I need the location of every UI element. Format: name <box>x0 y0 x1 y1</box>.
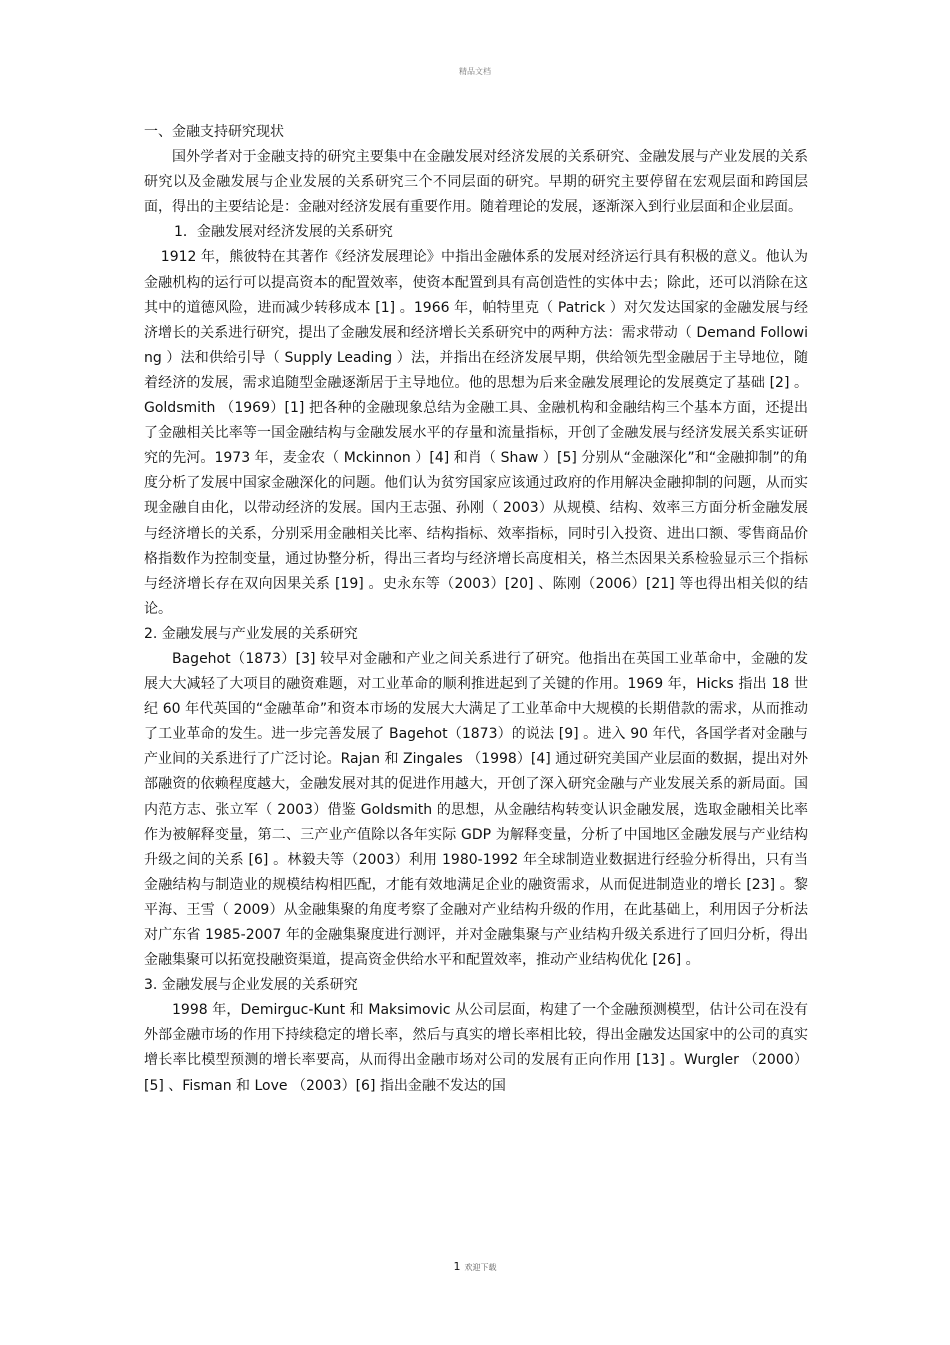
section-title: 一、金融支持研究现状 <box>144 124 284 140</box>
document-body <box>144 120 808 1099</box>
header-watermark: 精品文档 <box>459 67 491 76</box>
subsection-title-1: 1．金融发展对经济发展的关系研究 <box>174 224 393 241</box>
intro-paragraph: 国外学者对于金融支持的研究主要集中在金融发展对经济发展的关系研究、金融发展与产业发展的关系研究以及金融发展与企业发展的关系研究三个不同层面的研究。早期的研究主要停留在宏观层面和跨国层面，得出的主要结论是：金融对经济发展有重要作用。随着理论的发展，逐渐深入到行业层面和企业层面。 <box>144 149 808 216</box>
page-footer <box>0 1260 950 1273</box>
paragraph-industry-development: Bagehot（1873）[3] 较早对金融和产业之间关系进行了研究。他指出在英国工业革命中，金融的发展大大减轻了大项目的融资难题，对工业革命的顺利推进起到了关键的作用。1969 年，Hicks 指出 18 世纪 60 年代英国的“金融革命”和资本市场的发展大大满足了工业革命中大规模的长期借款的需求，从而推动了工业革命的发生。进一步完善发展了 Bagehot（1873）的说法 [9] 。进入 90 年代，各国学者对金融与产业间的关系进行了广泛讨论。Rajan 和 Zingales （1998）[4] 通过研究美国产业层面的数据，提出对外部融资的依赖程度越大，金融发展对其的促进作用越大，开创了深入研究金融与产业发展关系的新局面。国内范方志、张立军（ 2003）借鉴 Goldsmith 的思想，从金融结构转变认识金融发展，选取金融相关比率作为被解释变量，第二、三产业产值除以各年实际 GDP 为解释变量，分析了中国地区金融发展与产业结构升级之间的关系 [6] 。林毅夫等（2003）利用 1980-1992 年全球制造业数据进行经验分析得出，只有当金融结构与制造业的规模结构相匹配，才能有效地满足企业的融资需求，从而促进制造业的增长 [23] 。黎平海、王雪（ 2009）从金融集聚的角度考察了金融对产业结构升级的作用，在此基础上，利用因子分析法对广东省 1985-2007 年的金融集聚度进行测评，并对金融集聚与产业结构升级关系进行了回归分析，得出金融集聚可以拓宽投融资渠道，提高资金供给水平和配置效率，推动产业结构优化 [26] 。 <box>144 650 808 969</box>
subsection-title-3: 3. 金融发展与企业发展的关系研究 <box>144 977 358 994</box>
page-number: 1 <box>453 1260 461 1273</box>
subsection-title-2: 2. 金融发展与产业发展的关系研究 <box>144 625 358 642</box>
paragraph-economic-development: 1912 年，熊彼特在其著作《经济发展理论》中指出金融体系的发展对经济运行具有积极的意义。他认为金融机构的运行可以提高资本的配置效率，使资本配置到具有高创造性的实体中去；除此，还可以消除在这其中的道德风险，进而减少转移成本 [1] 。1966 年，帕特里克（ Patrick ）对欠发达国家的金融发展与经济增长的关系进行研究，提出了金融发展和经济增长关系研究中的两种方法：需求带动（ Demand Following ）法和供给引导（ Supply Leading ）法，并指出在经济发展早期，供给领先型金融居于主导地位，随着经济的发展，需求追随型金融逐渐居于主导地位。他的思想为后来金融发展理论的发展奠定了基础 [2] 。Goldsmith （1969）[1] 把各种的金融现象总结为金融工具、金融机构和金融结构三个基本方面，还提出了金融相关比率等一国金融结构与金融发展水平的存量和流量指标，开创了金融发展与经济发展关系实证研究的先河。1973 年，麦金农（ Mckinnon ）[4] 和肖（ Shaw ）[5] 分别从“金融深化”和“金融抑制”的角度分析了发展中国家金融深化的问题。他们认为贫穷国家应该通过政府的作用解决金融抑制的问题，从而实现金融自由化，以带动经济的发展。国内王志强、孙刚（ 2003）从规模、结构、效率三方面分析金融发展与经济增长的关系，分别采用金融相关比率、结构指标、效率指标，同时引入投资、进出口额、零售商品价格指数作为控制变量，通过协整分析，得出三者均与经济增长高度相关，格兰杰因果关系检验显示三个指标与经济增长存在双向因果关系 [19] 。史永东等（2003）[20] 、陈刚（2006）[21] 等也得出相关似的结论。 <box>144 249 808 617</box>
footer-watermark: 欢迎下载 <box>464 1263 497 1272</box>
paragraph-enterprise-development: 1998 年，Demirguc-Kunt 和 Maksimovic 从公司层面，构建了一个金融预测模型，估计公司在没有外部金融市场的作用下持续稳定的增长率，然后与真实的增长率相比较，得出金融发达国家中的公司的真实增长率比模型预测的增长率要高，从而得出金融市场对公司的发展有正向作用 [13] 。Wurgler （2000）[5] 、Fisman 和 Love （2003）[6] 指出金融不发达的国 <box>144 1002 808 1094</box>
